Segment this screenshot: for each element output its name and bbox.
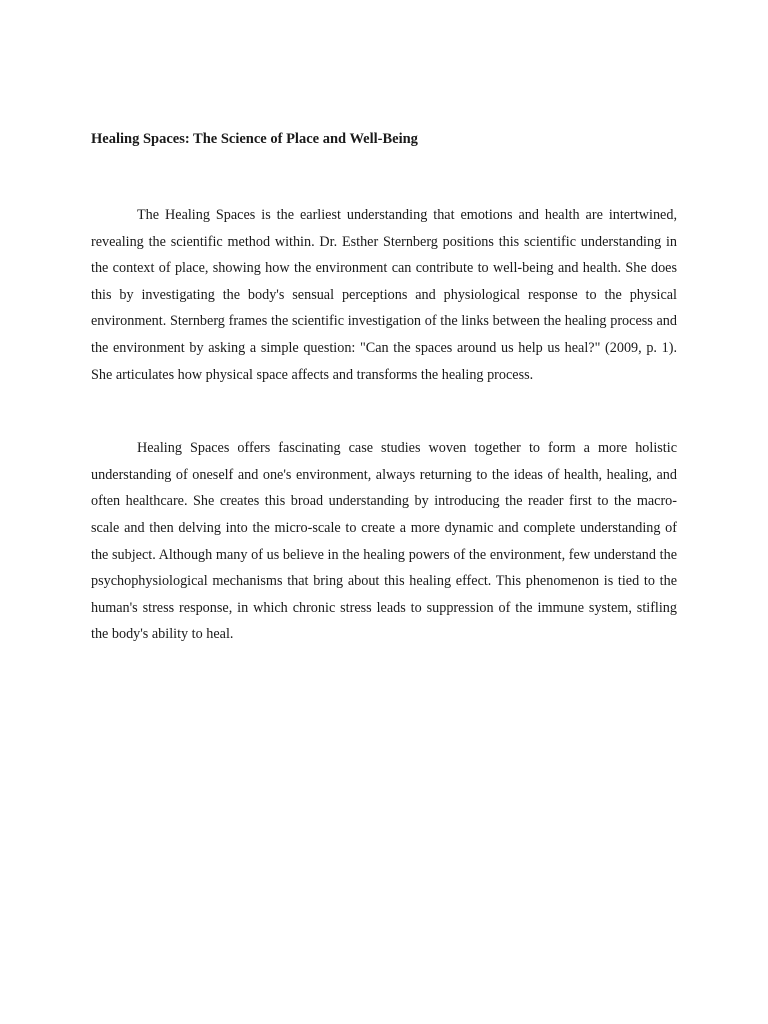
paragraph-2: Healing Spaces offers fascinating case studies woven together to form a more holistic understanding of oneself and one's environment, always returning to the ideas of health, healing, and often healthcare. She creates this broad understanding by introducing the reader first to the macro-scale and then delving into the micro-scale to create a more dynamic and complete understanding of the subject. Although many of us believe in the healing powers of the environment, few understand the psychophysiological mechanisms that bring about this healing effect. This phenomenon is tied to the human's stress response, in which chronic stress leads to suppression of the immune system, stifling the body's ability to heal. — [91, 440, 677, 643]
document-body — [91, 129, 677, 648]
document-title: Healing Spaces: The Science of Place and Well-Being — [91, 131, 418, 147]
paragraph-1: The Healing Spaces is the earliest understanding that emotions and health are intertwined, revealing the scientific method within. Dr. Esther Sternberg positions this scientific understanding in the context of place, showing how the environment can contribute to well-being and health. She does this by investigating the body's sensual perceptions and physiological response to the physical environment. Sternberg frames the scientific investigation of the links between the healing process and the environment by asking a simple question: "Can the spaces around us help us heal?" (2009, p. 1). She articulates how physical space affects and transforms the healing process. — [91, 207, 677, 383]
